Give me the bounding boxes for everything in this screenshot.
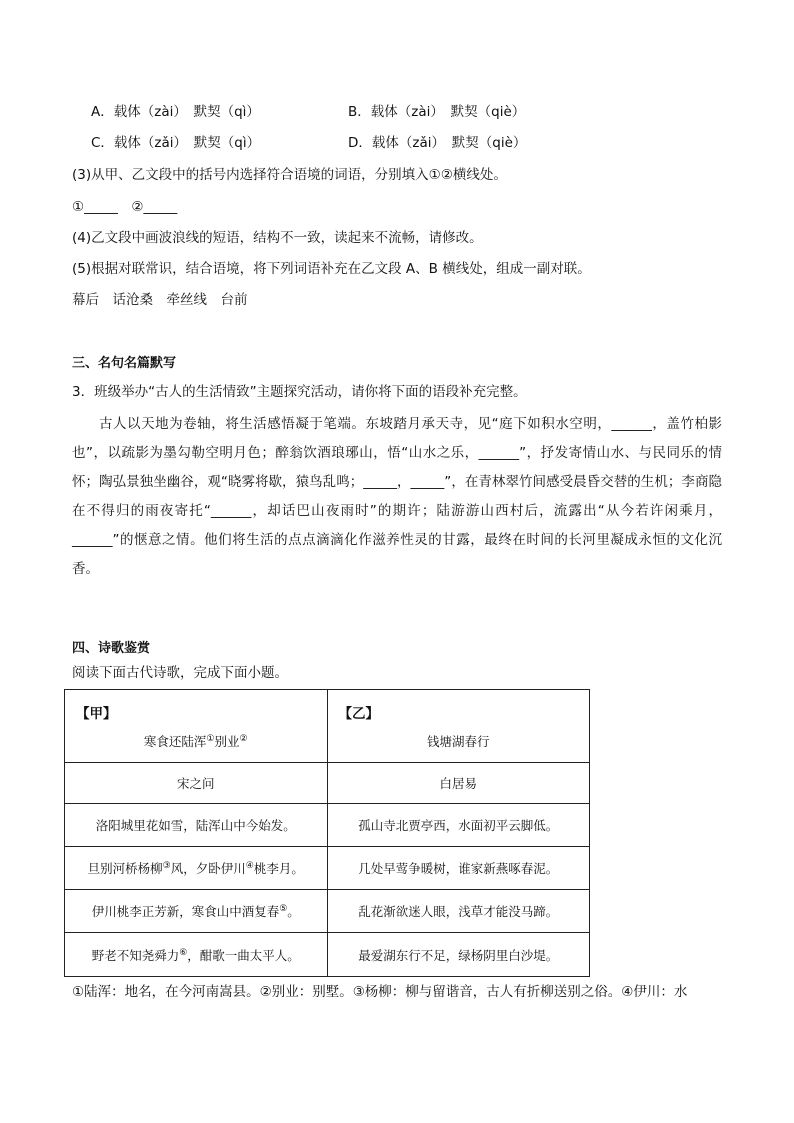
poem-jia-line-1: 洛阳城里花如雪，陆浑山中今始发。 xyxy=(65,804,328,847)
poem-jia-label: 【甲】 xyxy=(76,706,117,722)
poem-yi-author: 白居易 xyxy=(327,763,590,804)
sub-question-5: (5)根据对联常识，结合语境，将下列词语补充在乙文段 A、B 横线处，组成一副对联。 xyxy=(72,261,591,277)
poem-yi-line-1: 孤山寺北贾亭西，水面初平云脚低。 xyxy=(327,804,590,847)
word-list: 幕后 话沧桑 牵丝线 台前 xyxy=(72,292,248,308)
section-3-paragraph xyxy=(72,410,722,584)
option-c: C．载体（zǎi） 默契（qì） xyxy=(91,135,261,151)
poem-jia-line-3: 伊川桃李正芳新，寒食山中酒复春⑤。 xyxy=(65,890,328,933)
question-3: 3．班级举办“古人的生活情致”主题探究活动，请你将下面的语段补充完整。 xyxy=(72,384,527,400)
sub-question-4: (4)乙文段中画波浪线的短语，结构不一致，读起来不流畅，请修改。 xyxy=(72,230,483,246)
poem-yi-header xyxy=(327,690,590,763)
section-4-heading: 四、诗歌鉴赏 xyxy=(72,641,151,656)
fill-in-paragraph: 古人以天地为卷轴，将生活感悟凝于笔端。东坡踏月承天寺，见“庭下如积水空明，______，盖竹柏影也”，以疏影为墨勾勒空明月色；醉翁饮酒琅琊山，悟“山水之乐，______”，抒发寄情山水、与民同乐的情怀；陶弘景独坐幽谷，观“晓雾将歇，猿鸟乱鸣；_____，_____”，在青林翠竹间感受晨昏交替的生机；李商隐在不得归的雨夜寄托“______，却话巴山夜雨时”的期许；陆游游山西村后，流露出“从今若许闲乘月，______”的惬意之情。他们将生活的点点滴滴化作滋养性灵的甘露，最终在时间的长河里凝成永恒的文化沉香。 xyxy=(72,416,722,577)
poem-jia-line-2: 旦别河桥杨柳③风，夕卧伊川④桃李月。 xyxy=(65,847,328,890)
section-3-heading: 三、名句名篇默写 xyxy=(72,356,177,371)
option-a: A．载体（zài） 默契（qì） xyxy=(91,104,260,120)
poem-footnotes: ①陆浑：地名，在今河南嵩县。②别业：别墅。③杨柳：柳与留谐音，古人有折柳送别之俗。④伊川：水 xyxy=(72,984,688,1000)
poem-jia-line-4: 野老不知尧舜力⑥，酣歌一曲太平人。 xyxy=(65,933,328,977)
poem-yi-line-4: 最爱湖东行不足，绿杨阴里白沙堤。 xyxy=(327,933,590,977)
poem-yi-title: 钱塘湖春行 xyxy=(426,734,490,749)
poem-table xyxy=(64,689,590,977)
option-b: B．载体（zài） 默契（qiè） xyxy=(348,104,526,120)
poem-yi-line-3: 乱花渐欲迷人眼，浅草才能没马蹄。 xyxy=(327,890,590,933)
poem-jia-header xyxy=(65,690,328,763)
poem-yi-line-2: 几处早莺争暖树，谁家新燕啄春泥。 xyxy=(327,847,590,890)
poem-yi-label: 【乙】 xyxy=(338,706,379,722)
option-d: D．载体（zǎi） 默契（qiè） xyxy=(348,135,527,151)
sub-question-3: (3)从甲、乙文段中的括号内选择符合语境的词语，分别填入①②横线处。 xyxy=(72,167,507,183)
poem-jia-title: 寒食还陆浑①别业② xyxy=(143,733,248,749)
section-4-intro: 阅读下面古代诗歌，完成下面小题。 xyxy=(72,665,288,681)
answer-blanks: ①_____ ②_____ xyxy=(72,199,178,215)
poem-jia-author: 宋之问 xyxy=(65,763,328,804)
